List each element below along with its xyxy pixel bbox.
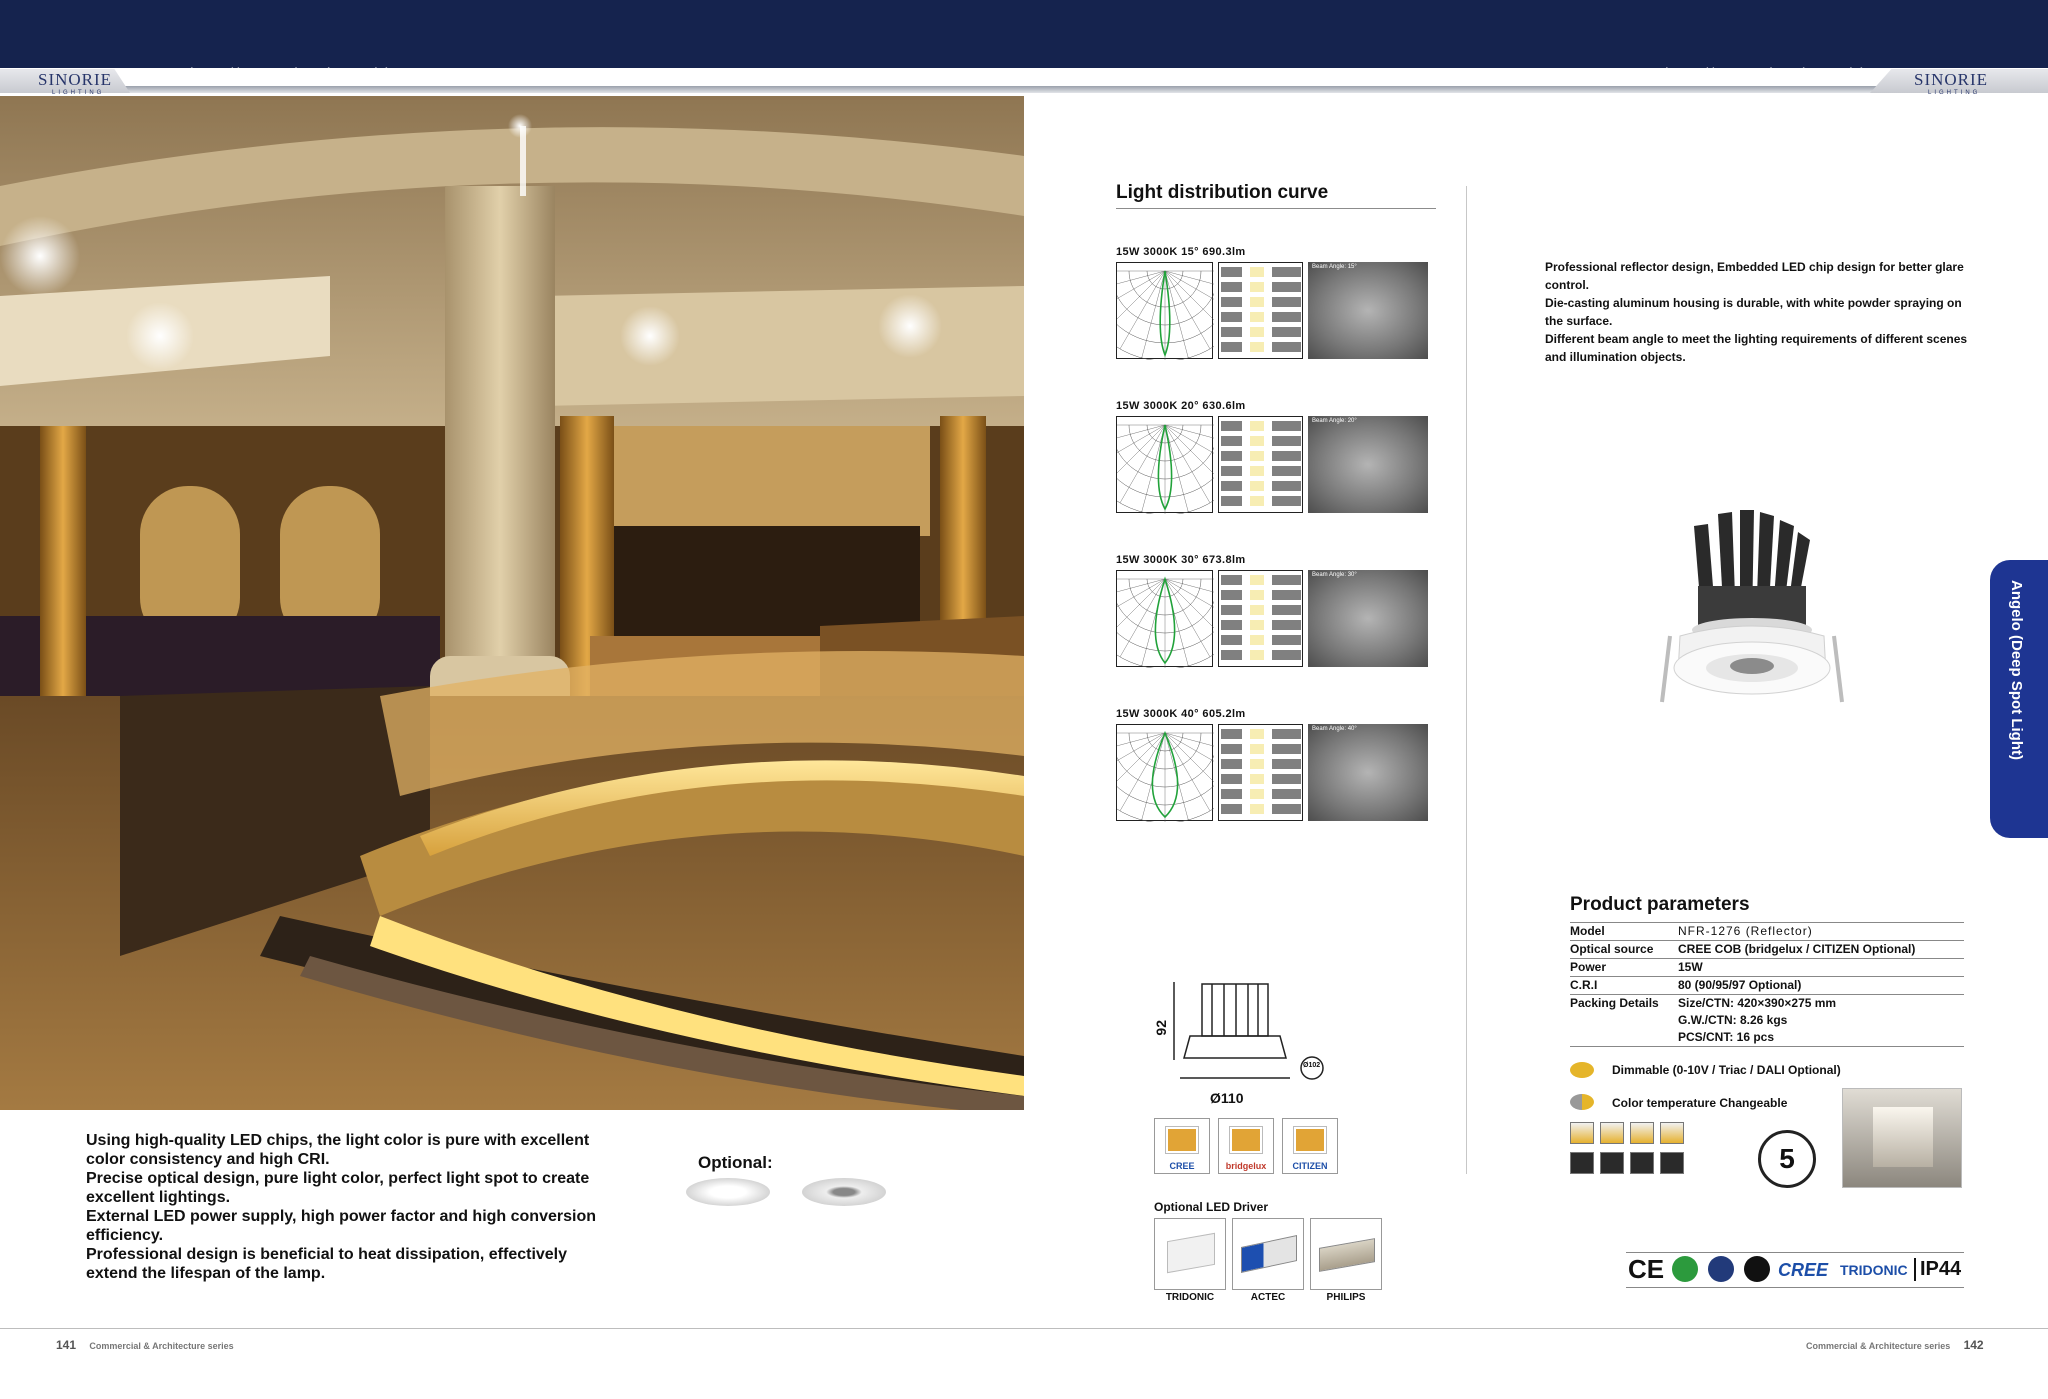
polar-ring [1117, 425, 1214, 479]
color-temp-icon [1570, 1094, 1594, 1110]
beam-angle-icons [1570, 1122, 1690, 1176]
side-tab-label: Angelo (Deep Spot Light) [2008, 580, 2025, 760]
polar-chart [1116, 724, 1213, 821]
room-render [1842, 1088, 1962, 1188]
driver-box [1319, 1238, 1375, 1272]
polar-spoke [1117, 425, 1165, 448]
param-value: 80 (90/95/97 Optional) [1678, 977, 1964, 995]
polar-spoke [1165, 579, 1210, 657]
param-key: Optical source [1570, 941, 1678, 959]
chip-brand: bridgelux [1225, 1161, 1267, 1171]
footer-left [56, 1338, 234, 1352]
polar-spoke [1120, 733, 1165, 811]
cert-rule-bottom [1626, 1287, 1964, 1288]
lux-row [1221, 436, 1301, 446]
header-title-sub: (Deep Spot Light) [787, 70, 879, 82]
page-divider [1466, 186, 1467, 1174]
lux-row [1221, 635, 1301, 645]
page-number-right: 142 [1963, 1338, 1984, 1352]
params-row [1570, 995, 1964, 1013]
lux-row [1221, 620, 1301, 630]
polar-spoke [1165, 271, 1214, 294]
chip-bridgelux [1218, 1118, 1274, 1174]
params-row [1570, 1012, 1964, 1029]
dim-diameter: Ø110 [1210, 1090, 1244, 1106]
lux-row [1221, 590, 1301, 600]
param-value: 15W [1678, 959, 1964, 977]
lux-row [1221, 789, 1301, 799]
beam-image [1308, 724, 1428, 821]
optional-trim-ring [802, 1178, 886, 1206]
params-row [1570, 941, 1964, 959]
lux-row [1221, 342, 1301, 352]
polar-ring [1117, 733, 1214, 787]
lux-row [1221, 466, 1301, 476]
cert-icon [1708, 1256, 1734, 1282]
param-value: NFR-1276 (Reflector) [1678, 923, 1964, 941]
lux-row [1221, 327, 1301, 337]
polar-spoke [1165, 733, 1214, 797]
rohs-icon [1672, 1256, 1698, 1282]
optional-label: Optional: [698, 1153, 773, 1172]
header-title-left [732, 66, 879, 83]
param-key [1570, 1029, 1678, 1047]
chip-core [1230, 1127, 1262, 1153]
feature-line: Die-casting aluminum housing is durable, with white powder spraying on the surface. [1545, 296, 1962, 328]
dim-cutout: Ø102 [1303, 1062, 1321, 1069]
lux-row [1221, 267, 1301, 277]
logo-right: SINORIE [1914, 70, 1989, 89]
lux-row [1221, 312, 1301, 322]
driver-actec [1232, 1218, 1304, 1303]
driver-title: Optional LED Driver [1154, 1200, 1269, 1214]
chip-brand: CREE [1169, 1161, 1195, 1171]
param-key: Power [1570, 959, 1678, 977]
feature-icon [1570, 1152, 1594, 1174]
params-row [1570, 959, 1964, 977]
param-value: PCS/CNT: 16 pcs [1678, 1029, 1964, 1047]
param-key [1570, 1012, 1678, 1029]
lux-row [1221, 297, 1301, 307]
param-value: G.W./CTN: 8.26 kgs [1678, 1013, 1788, 1027]
distribution-rule [1116, 208, 1436, 209]
polar-spoke [1117, 271, 1165, 335]
product-render [1640, 506, 1870, 746]
polar-spoke [1165, 425, 1214, 448]
beam-image [1308, 262, 1428, 359]
param-value: CREE COB (bridgelux / CITIZEN Optional) [1678, 941, 1964, 959]
series-right: Commercial & Architecture series [1806, 1341, 1951, 1351]
beam-label: Beam Angle: 30° [1312, 572, 1357, 578]
lux-row [1221, 729, 1301, 739]
chip-core [1294, 1127, 1326, 1153]
ip-rating: IP44 [1914, 1258, 1961, 1281]
distribution-title: Light distribution curve [1116, 182, 1329, 203]
beam-angle-icon [1630, 1122, 1654, 1144]
logo-sub-left: LIGHTING [52, 90, 105, 96]
warranty-years: 5 [1779, 1143, 1795, 1174]
driver-box [1167, 1233, 1215, 1273]
lux-row [1221, 282, 1301, 292]
lux-table [1218, 416, 1303, 513]
cert-rule-top [1626, 1252, 1964, 1253]
dimension-drawing [1150, 978, 1340, 1108]
color-temp-text: Color temperature Changeable [1612, 1096, 1788, 1110]
left-description [86, 1131, 606, 1283]
driver-tridonic [1154, 1218, 1226, 1303]
beam-angle-icon [1660, 1122, 1684, 1144]
beam-image [1308, 570, 1428, 667]
cert-icon [1744, 1256, 1770, 1282]
driver-brand: ACTEC [1250, 1292, 1286, 1303]
lux-row [1221, 451, 1301, 461]
polar-spoke [1165, 271, 1214, 335]
logo-sub-right: LIGHTING [1928, 90, 1981, 96]
page-number-left: 141 [56, 1338, 77, 1352]
header-title-main: Angelo [732, 66, 783, 83]
footer-right [1806, 1338, 1984, 1352]
desc-line: Precise optical design, pure light color, perfect light spot to create excellent lightings. [86, 1170, 590, 1206]
polar-spoke [1117, 579, 1165, 624]
curve-label: 15W 3000K 20° 630.6lm [1116, 400, 1246, 412]
lobby-illustration [0, 96, 1024, 1110]
warranty-badge [1758, 1130, 1816, 1188]
polar-spoke [1165, 733, 1210, 811]
feature-icon [1600, 1152, 1624, 1174]
polar-ring [1117, 579, 1214, 633]
polar-grid [1117, 725, 1214, 822]
driver-box [1241, 1235, 1297, 1273]
lux-table [1218, 570, 1303, 667]
lux-row [1221, 650, 1301, 660]
desc-line: Professional design is beneficial to heat dissipation, effectively extend the lifespan of the lamp. [86, 1246, 568, 1282]
polar-chart [1116, 262, 1213, 359]
params-row [1570, 977, 1964, 995]
polar-spoke [1165, 271, 1210, 349]
params-table [1570, 922, 1964, 1047]
lux-table [1218, 724, 1303, 821]
curve-label: 15W 3000K 30° 673.8lm [1116, 554, 1246, 566]
desc-line: External LED power supply, high power factor and high conversion efficiency. [86, 1208, 596, 1244]
lux-row [1221, 605, 1301, 615]
chip-cree [1154, 1118, 1210, 1174]
feature-icon [1660, 1152, 1684, 1174]
header-title-main: Angelo [1156, 66, 1207, 83]
lux-row [1221, 481, 1301, 491]
lux-row [1221, 744, 1301, 754]
lux-row [1221, 804, 1301, 814]
param-key: Model [1570, 923, 1678, 941]
header-band [0, 0, 2048, 68]
params-row [1570, 923, 1964, 941]
params-title: Product parameters [1570, 894, 1750, 915]
polar-spoke [1117, 733, 1165, 778]
polar-spoke [1117, 271, 1165, 294]
header-rule [0, 86, 2048, 93]
driver-brand: PHILIPS [1326, 1292, 1366, 1303]
feature-description [1545, 258, 1975, 366]
dimmable-text: Dimmable (0-10V / Triac / DALI Optional) [1612, 1063, 1841, 1077]
optional-trim-flat [686, 1178, 770, 1206]
header-title-sub: (Deep Spot Light) [1211, 70, 1303, 82]
lobby-photo [0, 96, 1024, 1110]
polar-spoke [1117, 733, 1165, 797]
lux-table [1218, 262, 1303, 359]
polar-grid [1117, 417, 1214, 514]
polar-spoke [1117, 425, 1165, 470]
ce-mark: CE [1628, 1254, 1665, 1284]
polar-chart [1116, 570, 1213, 667]
lux-row [1221, 575, 1301, 585]
polar-spoke [1120, 579, 1165, 657]
beam-image [1308, 416, 1428, 513]
param-value: Size/CTN: 420×390×275 mm [1678, 995, 1964, 1013]
param-key: C.R.I [1570, 977, 1678, 995]
params-row [1570, 1029, 1964, 1047]
lux-row [1221, 759, 1301, 769]
room-back-wall [1873, 1107, 1933, 1167]
param-key: Packing Details [1570, 995, 1678, 1013]
header-title-right [1156, 66, 1303, 83]
chip-citizen [1282, 1118, 1338, 1174]
cree-logo: CREE [1778, 1260, 1829, 1280]
polar-grid [1117, 263, 1214, 360]
chip-core [1166, 1127, 1198, 1153]
driver-philips [1310, 1218, 1382, 1303]
polar-spoke [1120, 271, 1165, 349]
beam-label: Beam Angle: 15° [1312, 264, 1357, 270]
dimmable-icon [1570, 1062, 1594, 1078]
dim-height: 92 [1153, 1020, 1169, 1036]
lux-row [1221, 774, 1301, 784]
curve-label: 15W 3000K 40° 605.2lm [1116, 708, 1246, 720]
lux-row [1221, 496, 1301, 506]
logo-left: SINORIE [38, 70, 113, 89]
polar-spoke [1165, 579, 1214, 602]
feature-line: Different beam angle to meet the lighting requirements of different scenes and illumination objects. [1545, 332, 1968, 364]
beam-angle-icon [1570, 1122, 1594, 1144]
lux-row [1221, 421, 1301, 431]
header-url-left[interactable]: http://www.sinorie.co.id [190, 66, 390, 83]
polar-spoke [1117, 271, 1165, 316]
footer-rule [0, 1328, 2048, 1329]
tridonic-logo: TRIDONIC [1840, 1262, 1908, 1278]
desc-line: Using high-quality LED chips, the light color is pure with excellent color consistency and high CRI. [86, 1132, 590, 1168]
chip-brand: CITIZEN [1292, 1161, 1328, 1171]
driver-brand: TRIDONIC [1165, 1292, 1215, 1303]
polar-grid [1117, 571, 1214, 668]
header-url-right[interactable]: http://www.sinorie.co.id [1665, 66, 1865, 83]
beam-label: Beam Angle: 20° [1312, 418, 1357, 424]
feature-line: Professional reflector design, Embedded LED chip design for better glare control. [1545, 260, 1964, 292]
curve-label: 15W 3000K 15° 690.3lm [1116, 246, 1246, 258]
polar-spoke [1117, 579, 1165, 602]
beam-angle-icon [1600, 1122, 1624, 1144]
polar-chart [1116, 416, 1213, 513]
feature-icon [1630, 1152, 1654, 1174]
beam-label: Beam Angle: 40° [1312, 726, 1357, 732]
side-tab[interactable] [1990, 560, 2048, 838]
series-left: Commercial & Architecture series [89, 1341, 234, 1351]
